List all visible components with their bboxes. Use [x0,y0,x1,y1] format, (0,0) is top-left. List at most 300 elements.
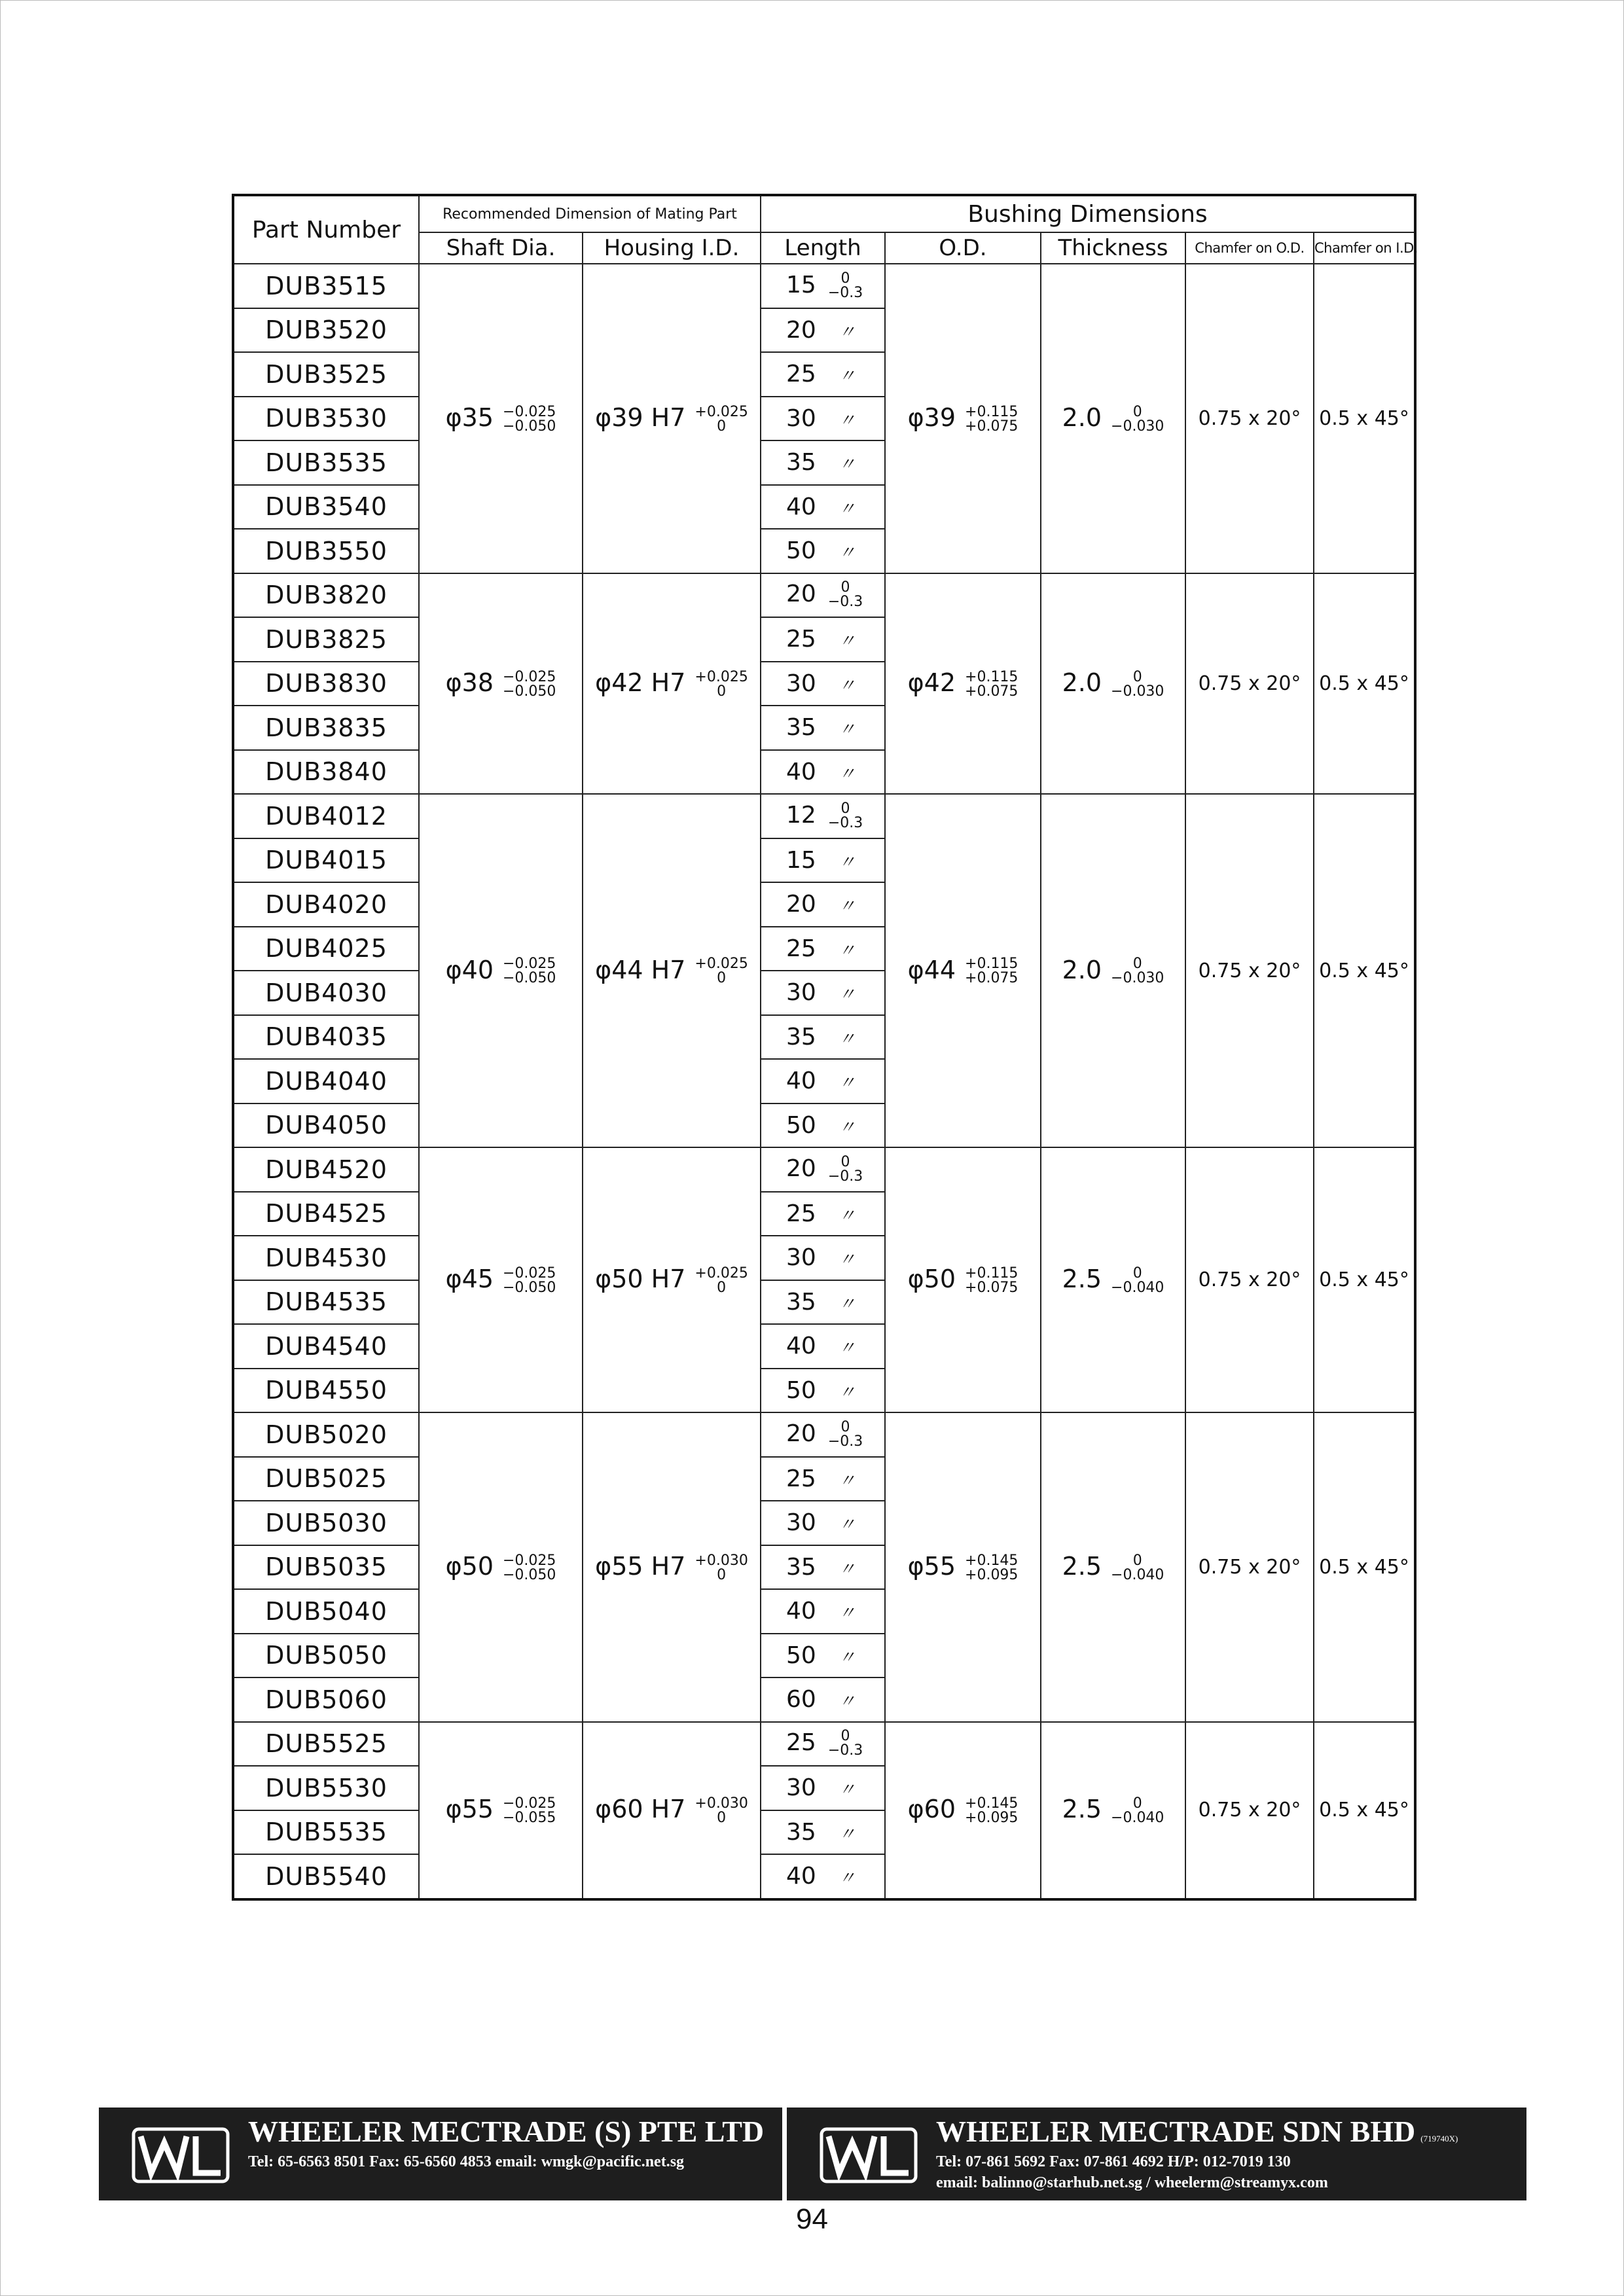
housing-id-value: φ44 H7 [595,955,686,984]
ditto-mark: 〃 [838,1029,856,1049]
housing-id-value: φ55 H7 [595,1552,686,1581]
length-cell [761,1677,885,1722]
thickness-value: 2.5 [1062,1795,1102,1824]
length-value: 35 [786,714,816,742]
part-number: DUB3525 [233,352,419,397]
tolerance [828,272,863,300]
length-value: 15 [786,846,816,874]
part-number: DUB4020 [233,882,419,927]
chamfer-id-cell: 0.5 x 45° [1314,1722,1415,1899]
tolerance [965,670,1018,699]
ditto-mark: 〃 [838,1604,856,1624]
tolerance [1111,1266,1164,1295]
tolerance-upper: 0 [1132,668,1142,685]
contact-line-malaysia-email: email: balinno@starhub.net.sg / wheelerm@streamyx.com [936,2174,1328,2191]
tolerance [695,405,748,434]
tolerance-upper: 0 [840,800,850,817]
ditto-mark: 〃 [838,1206,856,1226]
header-housing-id: Housing I.D. [583,232,761,264]
shaft-dia-value: φ38 [445,668,494,697]
tolerance-upper: +0.145 [965,1795,1019,1812]
chamfer-od-cell: 0.75 x 20° [1185,1412,1314,1722]
tolerance [503,405,556,434]
shaft-dia-cell [419,1722,583,1899]
part-number: DUB5540 [233,1854,419,1899]
length-cell [761,529,885,573]
tolerance-lower: −0.3 [827,1742,863,1759]
length-cell [761,1147,885,1192]
tolerance-lower: −0.050 [503,683,556,700]
tolerance-lower: −0.050 [503,970,556,987]
length-value: 30 [786,979,816,1007]
length-value: 30 [786,670,816,697]
thickness-cell [1041,264,1185,573]
ditto-mark: 〃 [838,1647,856,1668]
housing-id-cell [583,264,761,573]
wheeler-logo-icon [820,2127,918,2183]
ditto-mark: 〃 [838,322,856,342]
length-cell [761,1015,885,1060]
part-number: DUB5030 [233,1501,419,1545]
length-cell [761,1634,885,1678]
chamfer-id-cell: 0.5 x 45° [1314,1412,1415,1722]
tolerance-lower: −0.3 [827,284,863,301]
part-number: DUB5035 [233,1545,419,1590]
tolerance [828,1155,863,1184]
table-row [233,573,1415,618]
ditto-mark: 〃 [838,1824,856,1844]
length-value: 60 [786,1686,816,1713]
ditto-mark: 〃 [838,675,856,696]
length-cell [761,706,885,750]
part-number: DUB4035 [233,1015,419,1060]
ditto-mark: 〃 [838,410,856,431]
part-number: DUB3540 [233,485,419,529]
tolerance-lower: −0.040 [1111,1566,1164,1583]
length-value: 25 [786,626,816,653]
header-thickness: Thickness [1041,232,1185,264]
length-value: 30 [786,404,816,432]
length-cell [761,1103,885,1148]
length-value: 40 [786,493,816,520]
length-value: 25 [786,1200,816,1227]
part-number: DUB3515 [233,264,419,308]
tolerance-lower: 0 [717,1809,727,1826]
tolerance-upper: +0.025 [695,403,748,420]
chamfer-od-cell: 0.75 x 20° [1185,264,1314,573]
ditto-mark: 〃 [838,1515,856,1535]
length-value: 50 [786,1376,816,1404]
shaft-dia-cell [419,1147,583,1412]
header-shaft-dia: Shaft Dia. [419,232,583,264]
tolerance-lower: −0.3 [827,594,863,611]
length-cell [761,485,885,529]
tolerance [695,1797,748,1825]
ditto-mark: 〃 [838,985,856,1005]
ditto-mark: 〃 [838,1869,856,1889]
tolerance-lower: +0.095 [965,1566,1019,1583]
thickness-cell [1041,794,1185,1147]
ditto-mark: 〃 [838,1117,856,1138]
tolerance [503,1797,556,1825]
length-cell [761,1589,885,1634]
company-name-malaysia [936,2114,1458,2149]
length-value: 30 [786,1774,816,1802]
length-value: 35 [786,1818,816,1846]
thickness-cell [1041,1412,1185,1722]
tolerance-upper: +0.025 [695,668,748,685]
length-cell [761,882,885,927]
ditto-mark: 〃 [838,1250,856,1270]
tolerance-lower: −0.040 [1111,1809,1164,1826]
tolerance-lower: −0.030 [1111,418,1164,435]
length-value: 30 [786,1509,816,1537]
chamfer-id-cell: 0.5 x 45° [1314,794,1415,1147]
part-number: DUB3820 [233,573,419,618]
od-cell [885,573,1041,795]
header-part-number: Part Number [233,195,419,264]
tolerance-upper: −0.025 [503,1265,556,1282]
tolerance-lower: +0.075 [965,683,1019,700]
length-value: 20 [786,1155,816,1182]
tolerance-upper: +0.025 [695,1265,748,1282]
company-reg-number: (719740X) [1420,2134,1458,2144]
length-cell [761,440,885,485]
tolerance [503,670,556,699]
spec-body [233,264,1415,1899]
part-number: DUB3830 [233,662,419,706]
part-number: DUB4550 [233,1369,419,1413]
part-number: DUB4040 [233,1059,419,1103]
length-cell [761,1059,885,1103]
chamfer-od-cell: 0.75 x 20° [1185,573,1314,795]
length-value: 40 [786,1067,816,1095]
length-cell [761,1412,885,1457]
tolerance [695,957,748,986]
ditto-mark: 〃 [838,1073,856,1094]
length-cell [761,1854,885,1899]
length-value: 40 [786,1598,816,1625]
thickness-value: 2.0 [1062,668,1102,697]
tolerance-upper: +0.115 [965,1265,1019,1282]
chamfer-id-cell: 0.5 x 45° [1314,573,1415,795]
shaft-dia-value: φ45 [445,1265,494,1294]
part-number: DUB5535 [233,1810,419,1855]
chamfer-id-cell: 0.5 x 45° [1314,1147,1415,1412]
ditto-mark: 〃 [838,1559,856,1579]
header-chamfer-id: Chamfer on I.D. [1314,232,1415,264]
length-value: 40 [786,758,816,785]
shaft-dia-cell [419,264,583,573]
company-name-malaysia-text: WHEELER MECTRADE SDN BHD [936,2115,1416,2148]
length-cell [761,971,885,1015]
length-cell [761,1280,885,1325]
od-value: φ42 [907,668,956,697]
length-cell [761,1722,885,1767]
shaft-dia-value: φ35 [445,403,494,432]
tolerance-upper: 0 [840,270,850,287]
length-cell [761,573,885,618]
tolerance [965,1554,1018,1583]
ditto-mark: 〃 [838,1338,856,1359]
length-cell [761,838,885,883]
od-value: φ55 [907,1552,956,1581]
part-number: DUB4535 [233,1280,419,1325]
part-number: DUB3840 [233,750,419,795]
tolerance-upper: +0.115 [965,403,1019,420]
od-value: φ39 [907,403,956,432]
housing-id-value: φ42 H7 [595,668,686,697]
thickness-value: 2.0 [1062,403,1102,432]
length-value: 20 [786,316,816,344]
length-value: 35 [786,1553,816,1581]
tolerance-upper: +0.145 [965,1552,1019,1569]
part-number: DUB4012 [233,794,419,838]
tolerance-lower: −0.055 [503,1809,556,1826]
length-cell [761,264,885,308]
length-cell [761,617,885,662]
part-number: DUB4025 [233,927,419,971]
length-cell [761,1545,885,1590]
tolerance [695,1266,748,1295]
tolerance-upper: 0 [840,1418,850,1435]
length-value: 50 [786,537,816,565]
contact-line-malaysia-phone: Tel: 07-861 5692 Fax: 07-861 4692 H/P: 012-7019 130 [936,2153,1291,2170]
part-number: DUB4030 [233,971,419,1015]
tolerance-lower: +0.095 [965,1809,1019,1826]
ditto-mark: 〃 [838,1382,856,1403]
ditto-mark: 〃 [838,941,856,961]
part-number: DUB4540 [233,1324,419,1369]
table-row [233,264,1415,308]
chamfer-od-cell: 0.75 x 20° [1185,794,1314,1147]
header-mating-part: Recommended Dimension of Mating Part [419,195,761,232]
length-cell [761,1766,885,1810]
part-number: DUB5040 [233,1589,419,1634]
ditto-mark: 〃 [838,543,856,564]
tolerance [965,405,1018,434]
ditto-mark: 〃 [838,367,856,387]
tolerance [828,1729,863,1758]
part-number: DUB5025 [233,1457,419,1501]
length-value: 40 [786,1863,816,1890]
part-number: DUB5060 [233,1677,419,1722]
length-value: 50 [786,1641,816,1669]
ditto-mark: 〃 [838,1294,856,1314]
tolerance-upper: −0.025 [503,1795,556,1812]
company-name-singapore: WHEELER MECTRADE (S) PTE LTD [248,2115,765,2148]
tolerance [1111,405,1164,434]
page-number: 94 [796,2203,828,2235]
part-number: DUB3825 [233,617,419,662]
tolerance [695,1554,748,1583]
tolerance-upper: 0 [840,1728,850,1745]
housing-id-cell [583,1412,761,1722]
tolerance-lower: −0.3 [827,814,863,831]
length-value: 35 [786,1023,816,1050]
length-value: 15 [786,271,816,298]
table-row [233,1147,1415,1192]
od-value: φ50 [907,1265,956,1294]
length-cell [761,794,885,838]
tolerance-upper: 0 [1132,1265,1142,1282]
part-number: DUB4525 [233,1192,419,1236]
housing-id-cell [583,573,761,795]
tolerance-upper: −0.025 [503,956,556,973]
length-cell [761,1192,885,1236]
part-number: DUB4015 [233,838,419,883]
tolerance-lower: −0.050 [503,1279,556,1296]
ditto-mark: 〃 [838,897,856,917]
length-cell [761,397,885,441]
od-cell [885,1412,1041,1722]
chamfer-od-cell: 0.75 x 20° [1185,1147,1314,1412]
tolerance-lower: +0.075 [965,418,1019,435]
length-cell [761,750,885,795]
length-cell [761,1324,885,1369]
length-value: 25 [786,935,816,962]
tolerance-lower: 0 [717,1566,727,1583]
length-value: 35 [786,449,816,476]
shaft-dia-cell [419,573,583,795]
tolerance-lower: +0.075 [965,970,1019,987]
tolerance [503,957,556,986]
tolerance-upper: +0.025 [695,956,748,973]
tolerance-upper: −0.025 [503,668,556,685]
tolerance-lower: −0.3 [827,1433,863,1450]
length-cell [761,308,885,353]
length-cell [761,1369,885,1413]
length-value: 50 [786,1111,816,1139]
od-cell [885,1147,1041,1412]
length-value: 25 [786,361,816,388]
tolerance-upper: +0.030 [695,1795,748,1812]
tolerance-upper: +0.030 [695,1552,748,1569]
part-number: DUB5050 [233,1634,419,1678]
shaft-dia-cell [419,794,583,1147]
part-number: DUB4530 [233,1236,419,1280]
chamfer-id-cell: 0.5 x 45° [1314,264,1415,573]
tolerance-upper: −0.025 [503,403,556,420]
tolerance-upper: 0 [1132,1795,1142,1812]
tolerance-lower: 0 [717,1279,727,1296]
tolerance-lower: −0.030 [1111,683,1164,700]
tolerance [828,581,863,609]
shaft-dia-value: φ40 [445,955,494,984]
thickness-value: 2.5 [1062,1552,1102,1581]
length-value: 20 [786,891,816,918]
ditto-mark: 〃 [838,455,856,475]
tolerance-lower: −0.050 [503,418,556,435]
shaft-dia-cell [419,1412,583,1722]
thickness-cell [1041,1722,1185,1899]
od-value: φ44 [907,955,956,984]
table-row [233,794,1415,838]
tolerance [965,1797,1018,1825]
tolerance-lower: −0.050 [503,1566,556,1583]
header-length: Length [761,232,885,264]
tolerance-lower: −0.3 [827,1168,863,1185]
length-value: 20 [786,1420,816,1447]
tolerance-upper: −0.025 [503,1552,556,1569]
housing-id-value: φ39 H7 [595,403,686,432]
tolerance [1111,1797,1164,1825]
length-cell [761,352,885,397]
shaft-dia-value: φ55 [445,1795,494,1824]
tolerance-lower: +0.075 [965,1279,1019,1296]
tolerance-lower: −0.030 [1111,970,1164,987]
thickness-value: 2.0 [1062,955,1102,984]
tolerance-upper: 0 [1132,403,1142,420]
od-cell [885,794,1041,1147]
footer-singapore [99,2108,782,2200]
thickness-cell [1041,1147,1185,1412]
ditto-mark: 〃 [838,720,856,740]
tolerance-upper: +0.115 [965,956,1019,973]
part-number: DUB4050 [233,1103,419,1148]
housing-id-value: φ50 H7 [595,1265,686,1294]
ditto-mark: 〃 [838,1780,856,1801]
part-number: DUB3530 [233,397,419,441]
tolerance [503,1266,556,1295]
tolerance-lower: 0 [717,683,727,700]
chamfer-od-cell: 0.75 x 20° [1185,1722,1314,1899]
length-value: 25 [786,1729,816,1757]
tolerance [1111,1554,1164,1583]
length-value: 25 [786,1465,816,1492]
shaft-dia-value: φ50 [445,1552,494,1581]
ditto-mark: 〃 [838,499,856,519]
tolerance-upper: 0 [840,1153,850,1170]
housing-id-value: φ60 H7 [595,1795,686,1824]
length-cell [761,1457,885,1501]
length-value: 12 [786,801,816,829]
housing-id-cell [583,794,761,1147]
tolerance-lower: 0 [717,418,727,435]
length-value: 35 [786,1288,816,1316]
length-cell [761,662,885,706]
part-number: DUB5020 [233,1412,419,1457]
ditto-mark: 〃 [838,1471,856,1491]
tolerance [695,670,748,699]
wheeler-logo-icon [132,2127,230,2183]
bushing-spec-table [232,194,1416,1901]
length-value: 30 [786,1244,816,1272]
header-bushing-dimensions: Bushing Dimensions [761,195,1415,232]
od-cell [885,1722,1041,1899]
table-row [233,1412,1415,1457]
tolerance-lower: −0.040 [1111,1279,1164,1296]
tolerance [828,802,863,831]
part-number: DUB5525 [233,1722,419,1767]
header-chamfer-od: Chamfer on O.D. [1185,232,1314,264]
tolerance-upper: 0 [840,579,850,596]
tolerance-upper: +0.115 [965,668,1019,685]
tolerance [503,1554,556,1583]
contact-line-singapore: Tel: 65-6563 8501 Fax: 65-6560 4853 email: wmgk@pacific.net.sg [248,2153,685,2170]
tolerance [965,1266,1018,1295]
od-cell [885,264,1041,573]
part-number: DUB5530 [233,1766,419,1810]
length-value: 40 [786,1333,816,1360]
tolerance [1111,670,1164,699]
length-cell [761,1236,885,1280]
length-cell [761,1810,885,1855]
tolerance [828,1420,863,1449]
header-od: O.D. [885,232,1041,264]
part-number: DUB4520 [233,1147,419,1192]
housing-id-cell [583,1147,761,1412]
